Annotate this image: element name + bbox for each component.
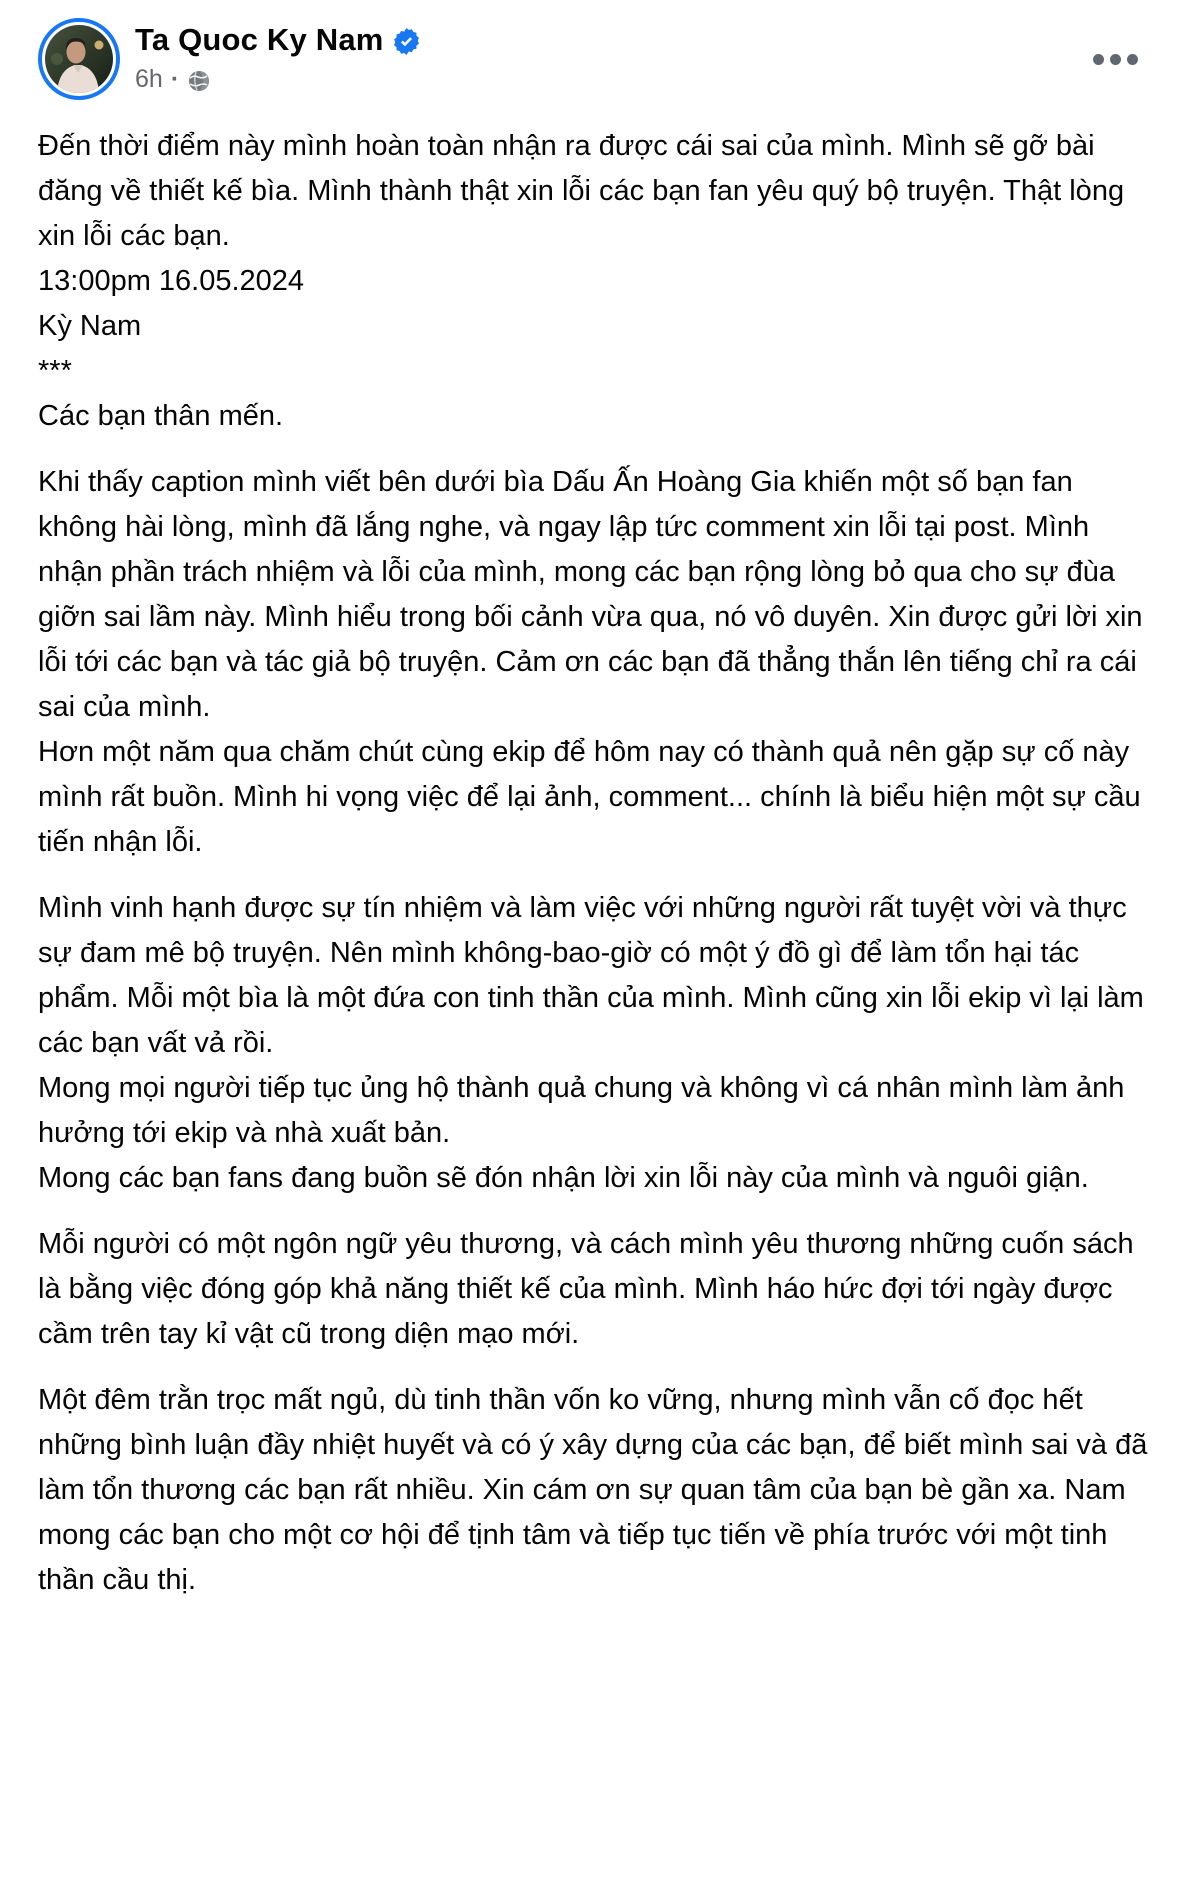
post-paragraph: Mình vinh hạnh được sự tín nhiệm và làm việc với những người rất tuyệt vời và thực sự đam mê bộ truyện. Nên mình không-bao-giờ có một ý đồ gì để làm tổn hại tác phẩm. Mỗi một bìa là một đứa con tinh thần của mình. Mình cũng xin lỗi ekip vì lại làm các bạn vất vả rồi. Mong mọi người tiếp tục ủng hộ thành quả chung và không vì cá nhân mình làm ảnh hưởng tới ekip và nhà xuất bản. Mong các bạn fans đang buồn sẽ đón nhận lời xin lỗi này của mình và nguôi giận. [38,892,1144,1194]
ellipsis-icon [1093,54,1104,65]
post-meta [135,65,420,94]
post-content [38,124,1156,1603]
avatar[interactable] [38,18,120,100]
more-options-button[interactable] [1085,46,1146,73]
post-timestamp[interactable]: 6h [135,65,163,93]
post-paragraph: Đến thời điểm này mình hoàn toàn nhận ra được cái sai của mình. Mình sẽ gỡ bài đăng về thiết kế bìa. Mình thành thật xin lỗi các bạn fan yêu quý bộ truyện. Thật lòng xin lỗi các bạn. 13:00pm 16.05.2024 Kỳ Nam *** Các bạn thân mến. [38,130,1125,432]
avatar-photo-icon [45,25,113,93]
post-paragraph: Mỗi người có một ngôn ngữ yêu thương, và cách mình yêu thương những cuốn sách là bằng việc đóng góp khả năng thiết kế của mình. Mình háo hức đợi tới ngày được cầm trên tay kỉ vật cũ trong diện mạo mới. [38,1228,1134,1350]
globe-icon [187,69,211,93]
header-text [135,18,420,94]
name-row [135,22,420,58]
post-paragraph: Khi thấy caption mình viết bên dưới bìa Dấu Ấn Hoàng Gia khiến một số bạn fan không hài lòng, mình đã lắng nghe, và ngay lập tức comment xin lỗi tại post. Mình nhận phần trách nhiệm và lỗi của mình, mong các bạn rộng lòng bỏ qua cho sự đùa giỡn sai lầm này. Mình hiểu trong bối cảnh vừa qua, nó vô duyên. Xin được gửi lời xin lỗi tới các bạn và tác giả bộ truyện. Cảm ơn các bạn đã thẳng thắn lên tiếng chỉ ra cái sai của mình. Hơn một năm qua chăm chút cùng ekip để hôm nay có thành quả nên gặp sự cố này mình rất buồn. Mình hi vọng việc để lại ảnh, comment... chính là biểu hiện một sự cầu tiến nhận lỗi. [38,466,1143,858]
ellipsis-icon [1127,54,1138,65]
post-header [38,18,1156,100]
verified-badge-icon [393,28,420,55]
author-name[interactable]: Ta Quoc Ky Nam [135,22,384,57]
post-paragraph: Một đêm trằn trọc mất ngủ, dù tinh thần vốn ko vững, nhưng mình vẫn cố đọc hết những bình luận đầy nhiệt huyết và có ý xây dựng của các bạn, để biết mình sai và đã làm tổn thương các bạn rất nhiều. Xin cám ơn sự quan tâm của bạn bè gần xa. Nam mong các bạn cho một cơ hội để tịnh tâm và tiếp tục tiến về phía trước với một tinh thần cầu thị. [38,1384,1148,1596]
ellipsis-icon [1110,54,1121,65]
meta-separator: · [170,65,180,93]
